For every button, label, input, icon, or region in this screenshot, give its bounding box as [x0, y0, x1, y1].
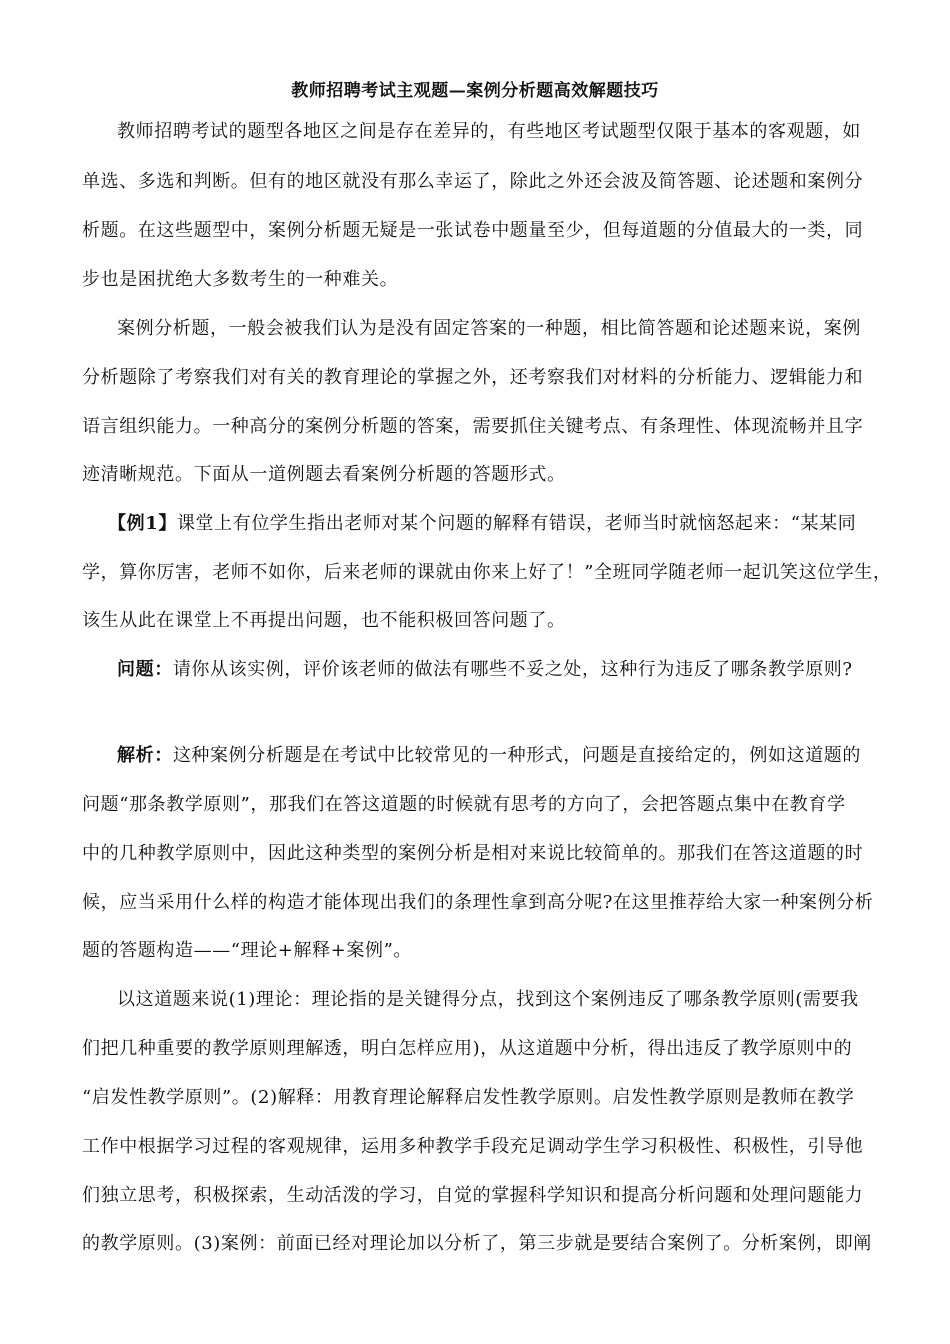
analysis-line: 问题“那条教学原则”，那我们在答这道题的时候就有思考的方向了，会把答题点集中在教育学 — [82, 794, 846, 815]
analysis-line: 题的答题构造——“理论+解释+案例”。 — [82, 940, 412, 961]
paragraph-line: 单选、多选和判断。但有的地区就没有那么幸运了，除此之外还会波及简答题、论述题和案例分 — [82, 171, 864, 192]
analysis-label: 解析： — [117, 745, 173, 766]
analysis-line: 中的几种教学原则中，因此这种类型的案例分析是相对来说比较简单的。那我们在答这道题的时 — [82, 843, 864, 864]
paragraph-line: 的教学原则。(3)案例：前面已经对理论加以分析了，第三步就是要结合案例了。分析案例，即阐 — [82, 1233, 872, 1254]
paragraph-line: 迹清晰规范。下面从一道例题去看案例分析题的答题形式。 — [82, 464, 566, 485]
paragraph-line: “启发性教学原则”。(2)解释：用教育理论解释启发性教学原则。启发性教学原则是教师在教学 — [82, 1087, 855, 1108]
paragraph-line: 析题。在这些题型中，案例分析题无疑是一张试卷中题量至少，但每道题的分值最大的一类，同 — [82, 220, 864, 241]
analysis-line: 候，应当采用什么样的构造才能体现出我们的条理性拿到高分呢?在这里推荐给大家一种案例分析 — [82, 892, 874, 913]
question-line — [117, 658, 853, 682]
paragraph-line: 语言组织能力。一种高分的案例分析题的答案，需要抓住关键考点、有条理性、体现流畅并且字 — [82, 416, 864, 437]
paragraph-line: 工作中根据学习过程的客观规律，运用多种教学手段充足调动学生学习积极性、积极性，引导他 — [82, 1136, 864, 1157]
analysis-line-first — [117, 744, 861, 768]
example-label: 【例1】 — [108, 513, 177, 534]
example-line: 该生从此在课堂上不再提出问题，也不能积极回答问题了。 — [82, 610, 566, 631]
question-text: 请你从该实例，评价该老师的做法有哪些不妥之处，这种行为违反了哪条教学原则? — [172, 659, 853, 680]
example-text: 课堂上有位学生指出老师对某个问题的解释有错误，老师当时就恼怒起来：“某某同 — [176, 513, 857, 534]
example-line-first — [108, 512, 856, 536]
paragraph-line: 分析题除了考察我们对有关的教育理论的掌握之外，还考察我们对材料的分析能力、逻辑能力和 — [82, 367, 864, 388]
paragraph-line: 教师招聘考试的题型各地区之间是存在差异的，有些地区考试题型仅限于基本的客观题，如 — [117, 121, 861, 142]
document-title: 教师招聘考试主观题—案例分析题高效解题技巧 — [291, 81, 659, 101]
question-label: 问题： — [117, 659, 173, 680]
paragraph-line: 们独立思考，积极探索，生动活泼的学习，自觉的掌握科学知识和提高分析问题和处理问题能力 — [82, 1185, 864, 1206]
example-line: 学，算你厉害，老师不如你，后来老师的课就由你来上好了！”全班同学随老师一起讥笑这位学生， — [82, 562, 892, 583]
paragraph-line: 步也是困扰绝大多数考生的一种难关。 — [82, 269, 399, 290]
paragraph-line: 以这道题来说(1)理论：理论指的是关键得分点，找到这个案例违反了哪条教学原则(需要我 — [117, 989, 859, 1010]
paragraph-line: 案例分析题，一般会被我们认为是没有固定答案的一种题，相比简答题和论述题来说，案例 — [117, 318, 861, 339]
paragraph-line: 们把几种重要的教学原则理解透，明白怎样应用)，从这道题中分析，得出违反了教学原则中的 — [82, 1038, 853, 1059]
analysis-text: 这种案例分析题是在考试中比较常见的一种形式，问题是直接给定的，例如这道题的 — [172, 745, 862, 766]
